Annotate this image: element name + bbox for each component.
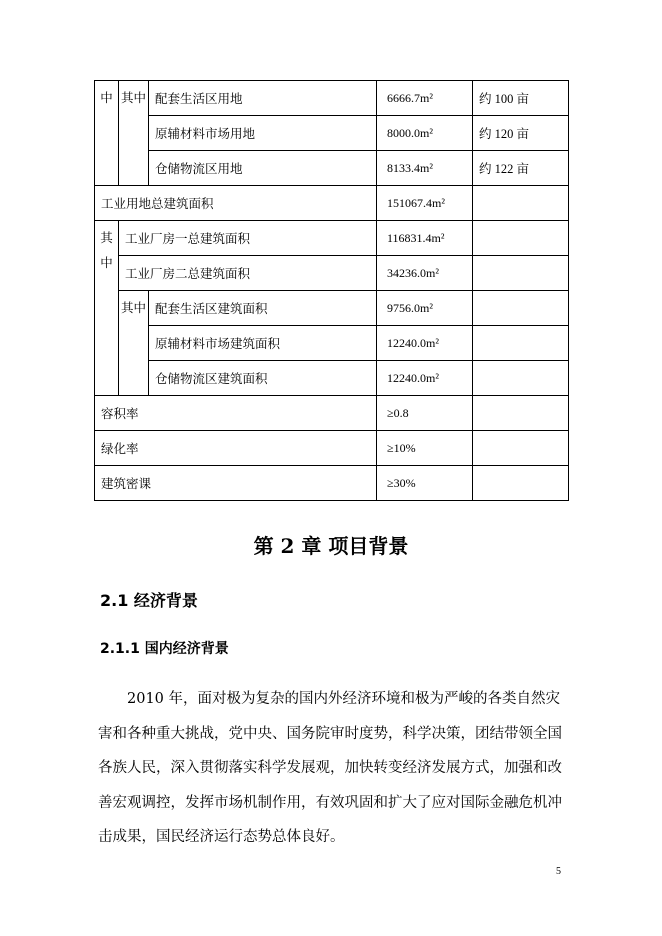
row-label: 仓储物流区用地 <box>149 151 377 186</box>
row-note: 约 100 亩 <box>473 81 569 116</box>
row-value: 12240.0m² <box>377 326 473 361</box>
row-note <box>473 291 569 326</box>
row-label: 工业厂房二总建筑面积 <box>119 256 377 291</box>
row-note <box>473 221 569 256</box>
table-row <box>95 256 569 291</box>
row-value: 8000.0m² <box>377 116 473 151</box>
row-value: 34236.0m² <box>377 256 473 291</box>
chapter-title: 第 2 章 项目背景 <box>253 534 409 558</box>
table-row <box>95 431 569 466</box>
outer-group-label: 其中 <box>95 221 119 396</box>
inner-group-label: 其中 <box>119 81 149 186</box>
row-label: 原辅材料市场用地 <box>149 116 377 151</box>
inner-group-label: 其中 <box>119 291 149 396</box>
row-value: 6666.7m² <box>377 81 473 116</box>
row-value: ≥0.8 <box>377 396 473 431</box>
row-value: 116831.4m² <box>377 221 473 256</box>
row-label: 容积率 <box>95 396 377 431</box>
table-row <box>95 361 569 396</box>
row-label: 建筑密课 <box>95 466 377 501</box>
table-row <box>95 466 569 501</box>
row-label: 仓储物流区建筑面积 <box>149 361 377 396</box>
row-label: 原辅材料市场建筑面积 <box>149 326 377 361</box>
row-label: 工业用地总建筑面积 <box>95 186 377 221</box>
row-note <box>473 186 569 221</box>
row-note <box>473 396 569 431</box>
table-row <box>95 81 569 116</box>
table-row <box>95 396 569 431</box>
row-value: 151067.4m² <box>377 186 473 221</box>
row-note <box>473 256 569 291</box>
table-row <box>95 116 569 151</box>
table-row <box>95 221 569 256</box>
row-note <box>473 326 569 361</box>
row-note <box>473 466 569 501</box>
row-label: 配套生活区用地 <box>149 81 377 116</box>
page-number: 5 <box>556 866 561 877</box>
body-paragraph: 2010 年，面对极为复杂的国内外经济环境和极为严峻的各类自然灾害和各种重大挑战，党中央、国务院审时度势，科学决策，团结带领全国各族人民，深入贯彻落实科学发展观，加快转变经济发展方式，加强和改善宏观调控，发挥市场机制作用，有效巩固和扩大了应对国际金融危机冲击成果，国民经济运行态势总体良好。 <box>98 691 562 845</box>
section-title: 2.1 经济背景 <box>100 591 198 610</box>
row-label: 工业厂房一总建筑面积 <box>119 221 377 256</box>
row-label: 绿化率 <box>95 431 377 466</box>
row-value: 8133.4m² <box>377 151 473 186</box>
subsection-title: 2.1.1 国内经济背景 <box>100 641 229 657</box>
row-note <box>473 361 569 396</box>
table-row <box>95 186 569 221</box>
row-note: 约 122 亩 <box>473 151 569 186</box>
row-label: 配套生活区建筑面积 <box>149 291 377 326</box>
land-use-table <box>94 80 569 501</box>
outer-group-label: 中 <box>95 81 119 186</box>
row-value: ≥10% <box>377 431 473 466</box>
row-value: 9756.0m² <box>377 291 473 326</box>
row-note: 约 120 亩 <box>473 116 569 151</box>
row-value: 12240.0m² <box>377 361 473 396</box>
row-note <box>473 431 569 466</box>
row-value: ≥30% <box>377 466 473 501</box>
table-row <box>95 291 569 326</box>
table-row <box>95 151 569 186</box>
table-row <box>95 326 569 361</box>
